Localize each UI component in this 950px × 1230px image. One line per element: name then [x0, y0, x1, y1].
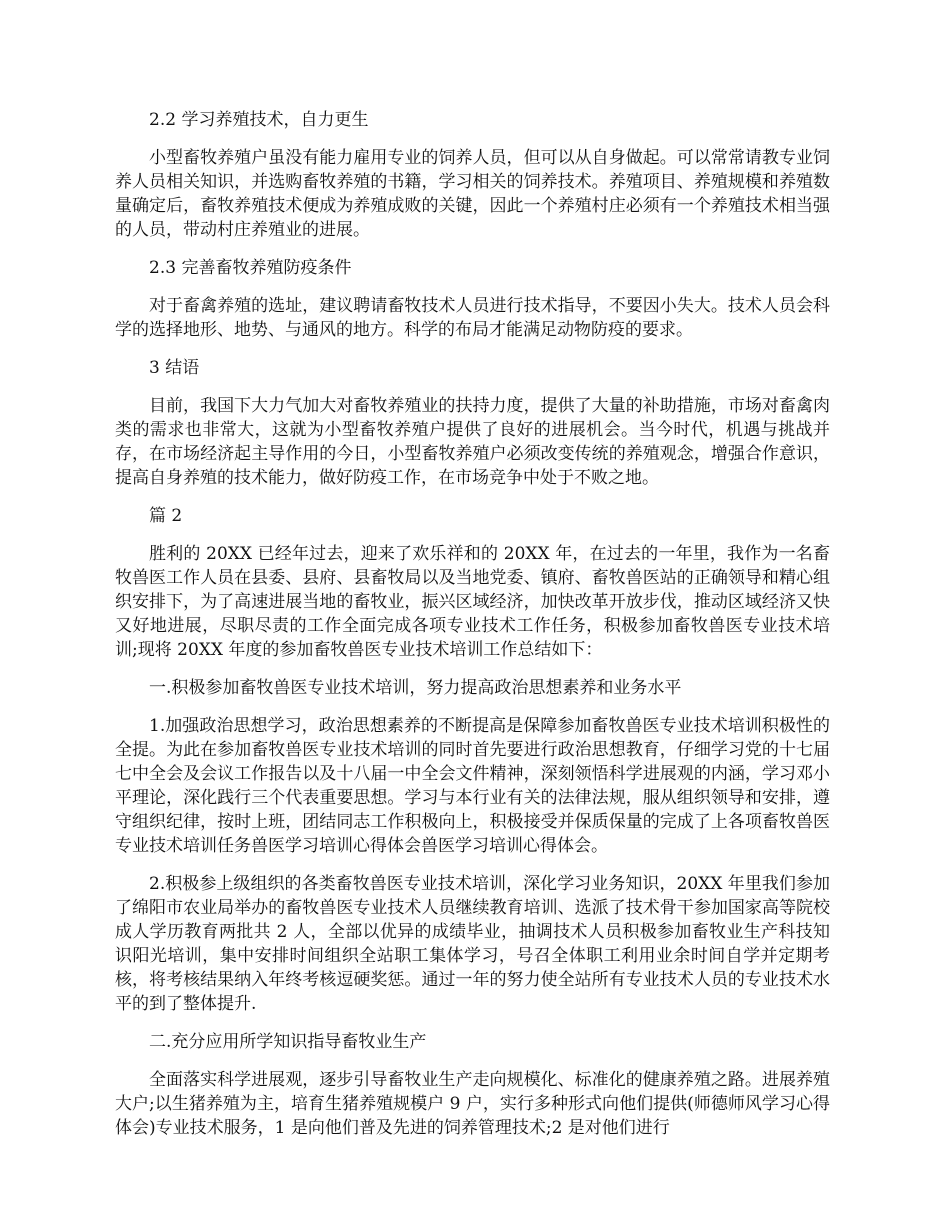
paragraph: 全面落实科学进展观，逐步引导畜牧业生产走向规模化、标准化的健康养殖之路。进展养殖大户;以生猪养殖为主，培育生猪养殖规模户 9 户，实行多种形式向他们提供(师德师风学习心得体会)专业技术服务，1 是向他们普及先进的饲养管理技术;2 是对他们进行: [115, 1070, 830, 1138]
section-heading-conclusion: 3 结语: [149, 358, 200, 378]
section-heading-2-2: 2.2 学习养殖技术，自力更生: [149, 110, 369, 130]
paragraph: 1.加强政治思想学习，政治思想素养的不断提高是保障参加畜牧兽医专业技术培训积极性的全提。为此在参加畜牧兽医专业技术培训的同时首先要进行政治思想教育，仔细学习党的十七届七中全会及会议工作报告以及十八届一中全会文件精神，深刻领悟科学进展观的内涵，学习邓小平理论，深化践行三个代表重要思想。学习与本行业有关的法律法规，服从组织领导和安排，遵守组织纪律，按时上班，团结同志工作积极向上，积极接受并保质保量的完成了上各项畜牧兽医专业技术培训任务兽医学习培训心得体会兽医学习培训心得体会。: [115, 716, 830, 856]
article-heading-part-2: 篇 2: [149, 506, 183, 526]
section-heading-2-3: 2.3 完善畜牧养殖防疫条件: [149, 258, 352, 278]
section-heading-two: 二.充分应用所学知识指导畜牧业生产: [149, 1032, 427, 1052]
paragraph: 小型畜牧养殖户虽没有能力雇用专业的饲养人员，但可以从自身做起。可以常常请教专业饲养人员相关知识，并选购畜牧养殖的书籍，学习相关的饲养技术。养殖项目、养殖规模和养殖数量确定后，畜牧养殖技术便成为养殖成败的关键，因此一个养殖村庄必须有一个养殖技术相当强的人员，带动村庄养殖业的进展。: [115, 148, 830, 240]
paragraph: 目前，我国下大力气加大对畜牧养殖业的扶持力度，提供了大量的补助措施，市场对畜禽肉类的需求也非常大，这就为小型畜牧养殖户提供了良好的进展机会。当今时代，机遇与挑战并存，在市场经济起主导作用的今日，小型畜牧养殖户必须改变传统的养殖观念，增强合作意识，提高自身养殖的技术能力，做好防疫工作，在市场竞争中处于不败之地。: [115, 396, 830, 488]
document-body: [115, 108, 830, 1154]
section-heading-one: 一.积极参加畜牧兽医专业技术培训，努力提高政治思想素养和业务水平: [149, 678, 682, 698]
paragraph: 2.积极参上级组织的各类畜牧兽医专业技术培训，深化学习业务知识，20XX 年里我们参加了绵阳市农业局举办的畜牧兽医专业技术人员继续教育培训、选派了技术骨干参加国家高等院校成人学历教育两批共 2 人，全部以优异的成绩毕业，抽调技术人员积极参加畜牧业生产科技知识阳光培训，集中安排时间组织全站职工集体学习，号召全体职工利用业余时间自学并定期考核，将考核结果纳入年终考核逗硬奖惩。通过一年的努力使全站所有专业技术人员的专业技术水平的到了整体提升.: [115, 874, 830, 1014]
paragraph: 对于畜禽养殖的选址，建议聘请畜牧技术人员进行技术指导，不要因小失大。技术人员会科学的选择地形、地势、与通风的地方。科学的布局才能满足动物防疫的要求。: [115, 296, 830, 340]
paragraph: 胜利的 20XX 已经年过去，迎来了欢乐祥和的 20XX 年，在过去的一年里，我作为一名畜牧兽医工作人员在县委、县府、县畜牧局以及当地党委、镇府、畜牧兽医站的正确领导和精心组织安排下，为了高速进展当地的畜牧业，振兴区域经济，加快改革开放步伐，推动区域经济又快又好地进展，尽职尽责的工作全面完成各项专业技术工作任务，积极参加畜牧兽医专业技术培训;现将 20XX 年度的参加畜牧兽医专业技术培训工作总结如下：: [115, 544, 830, 660]
